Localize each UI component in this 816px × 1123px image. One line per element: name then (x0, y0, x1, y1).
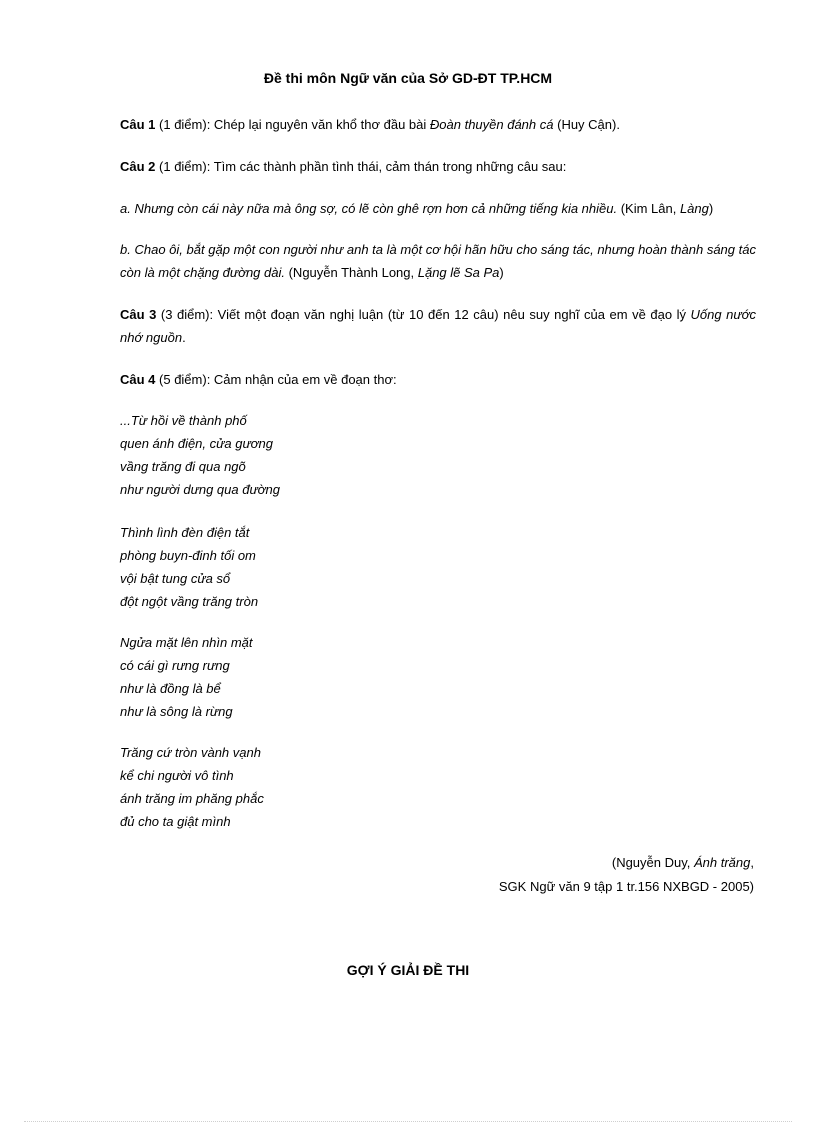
poem-line: đủ cho ta giật mình (120, 814, 231, 829)
question-1-tail: (Huy Cận). (553, 117, 620, 132)
question-3-label: Câu 3 (120, 307, 157, 322)
poem-line: Ngửa mặt lên nhìn mặt (120, 635, 253, 650)
answer-heading: GỢI Ý GIẢI ĐỀ THI (346, 962, 470, 978)
question-4-label: Câu 4 (120, 372, 156, 387)
exam-title: Đề thi môn Ngữ văn của Sở GD-ĐT TP.HCM (263, 70, 553, 86)
question-2b (120, 238, 756, 284)
poem-line: quen ánh điện, cửa gương (120, 436, 274, 451)
question-4-points: (5 điểm): (155, 372, 214, 387)
poem-line: như người dưng qua đường (120, 482, 280, 497)
question-3-topic: Uống nước nhớ nguồn (120, 307, 756, 345)
poem-line: có cái gì rưng rưng (120, 658, 230, 673)
question-2a-quote: a. Nhưng còn cái này nữa mà ông sợ, có lẽ còn ghê rợn hơn cả những tiếng kia nhiều. (120, 201, 618, 216)
question-3-tail: . (182, 330, 186, 345)
question-1-points: (1 điểm): (155, 117, 214, 132)
question-1-text: Chép lại nguyên văn khổ thơ đầu bài (213, 117, 430, 132)
poem-line: Trăng cứ tròn vành vạnh (120, 745, 261, 760)
poem-line: vầng trăng đi qua ngõ (120, 459, 246, 474)
question-2 (120, 155, 756, 178)
poem-line: ...Từ hồi về thành phố (120, 413, 247, 428)
poem-source-line-1 (499, 851, 754, 875)
page-bottom-divider (24, 1121, 792, 1122)
question-2b-quote: b. Chao ôi, bắt gặp một con người như anh ta là một cơ hội hãn hữu cho sáng tác, nhưng hoàn thành sáng tác còn là một chặng đường dài. (120, 242, 756, 280)
poem-line: kể chi người vô tình (120, 768, 234, 783)
poem-source-line-2: SGK Ngữ văn 9 tập 1 tr.156 NXBGD - 2005) (498, 879, 754, 894)
poem-stanza-4 (120, 741, 264, 833)
poem-line: ánh trăng im phăng phắc (120, 791, 264, 806)
poem-source-author: (Nguyễn Duy, (611, 855, 694, 870)
question-2a (120, 197, 756, 220)
poem-line: Thình lình đèn điện tắt (120, 525, 250, 540)
poem-source (499, 851, 754, 899)
question-2a-source-open: (Kim Lân, (617, 201, 680, 216)
poem-source-comma: , (750, 855, 754, 870)
question-2a-source-work: Làng (679, 201, 709, 216)
poem-line: vội bật tung cửa sổ (120, 571, 231, 586)
poem-line: như là đồng là bể (120, 681, 221, 696)
poem-line: như là sông là rừng (120, 704, 233, 719)
question-4-text: Cảm nhận của em về đoạn thơ: (213, 372, 397, 387)
poem-stanza-2 (120, 521, 258, 613)
question-1-work: Đoàn thuyền đánh cá (429, 117, 554, 132)
question-2b-source-close: ) (499, 265, 504, 280)
question-2-label: Câu 2 (120, 159, 156, 174)
question-2-points: (1 điểm): (155, 159, 214, 174)
question-3-text: Viết một đoạn văn nghị luận (từ 10 đến 12 câu) nêu suy nghĩ của em về đạo lý (217, 307, 691, 322)
question-2b-source-open: (Nguyễn Thành Long, (284, 265, 418, 280)
question-2b-source-work: Lặng lẽ Sa Pa (417, 265, 500, 280)
question-1 (120, 113, 756, 136)
poem-line: phòng buyn-đinh tối om (120, 548, 256, 563)
poem-source-work: Ánh trăng (694, 855, 751, 870)
question-3 (120, 303, 756, 349)
question-3-points: (3 điểm): (156, 307, 218, 322)
question-1-label: Câu 1 (120, 117, 156, 132)
poem-stanza-3 (120, 631, 253, 723)
poem-stanza-1 (120, 409, 280, 501)
question-2a-source-close: ) (708, 201, 714, 216)
question-2-text: Tìm các thành phần tình thái, cảm thán trong những câu sau: (213, 159, 567, 174)
question-4 (120, 368, 756, 391)
poem-line: đột ngột vầng trăng tròn (120, 594, 259, 609)
